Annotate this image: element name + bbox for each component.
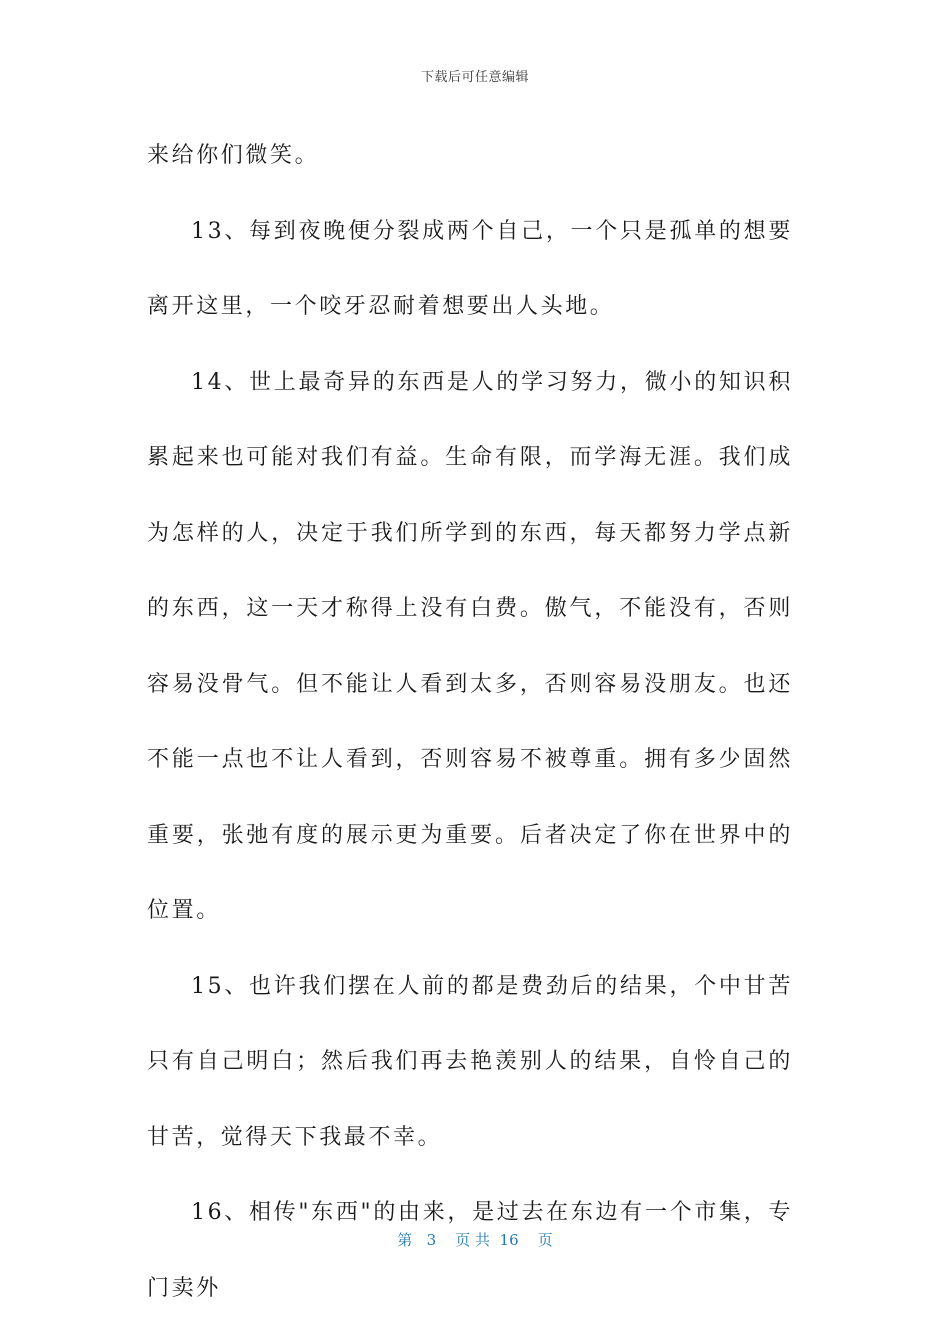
paragraph-16: 16、相传"东西"的由来，是过去在东边有一个市集，专门卖外	[147, 1200, 793, 1301]
footer-label-of: 页 共	[455, 1231, 490, 1249]
footer-label-pages: 页	[537, 1231, 553, 1249]
paragraph-14: 14、世上最奇异的东西是人的学习努力，微小的知识积累起来也可能对我们有益。生命有限，而学海无涯。我们成为怎样的人，决定于我们所学到的东西，每天都努力学点新的东西，这一天才称得上没有白费。傲气，不能没有，否则容易没骨气。但不能让人看到太多，否则容易没朋友。也还不能一点也不让人看到，否则容易不被尊重。拥有多少固然重要，张弛有度的展示更为重要。后者决定了你在世界中的位置。	[147, 369, 793, 923]
footer-current-page: 3	[426, 1231, 437, 1249]
paragraph-13: 13、每到夜晚便分裂成两个自己，一个只是孤单的想要离开这里，一个咬牙忍耐着想要出人头地。	[147, 218, 793, 319]
document-body	[147, 118, 793, 1326]
page-footer	[0, 1229, 950, 1250]
paragraph-12-tail: 来给你们微笑。	[147, 143, 320, 168]
footer-label-page: 第	[397, 1231, 413, 1249]
paragraph-15: 15、也许我们摆在人前的都是费劲后的结果，个中甘苦只有自己明白；然后我们再去艳羡别人的结果，自怜自己的甘苦，觉得天下我最不幸。	[147, 973, 793, 1150]
page-header: 下载后可任意编辑	[420, 70, 529, 85]
footer-total-pages: 16	[499, 1231, 519, 1249]
